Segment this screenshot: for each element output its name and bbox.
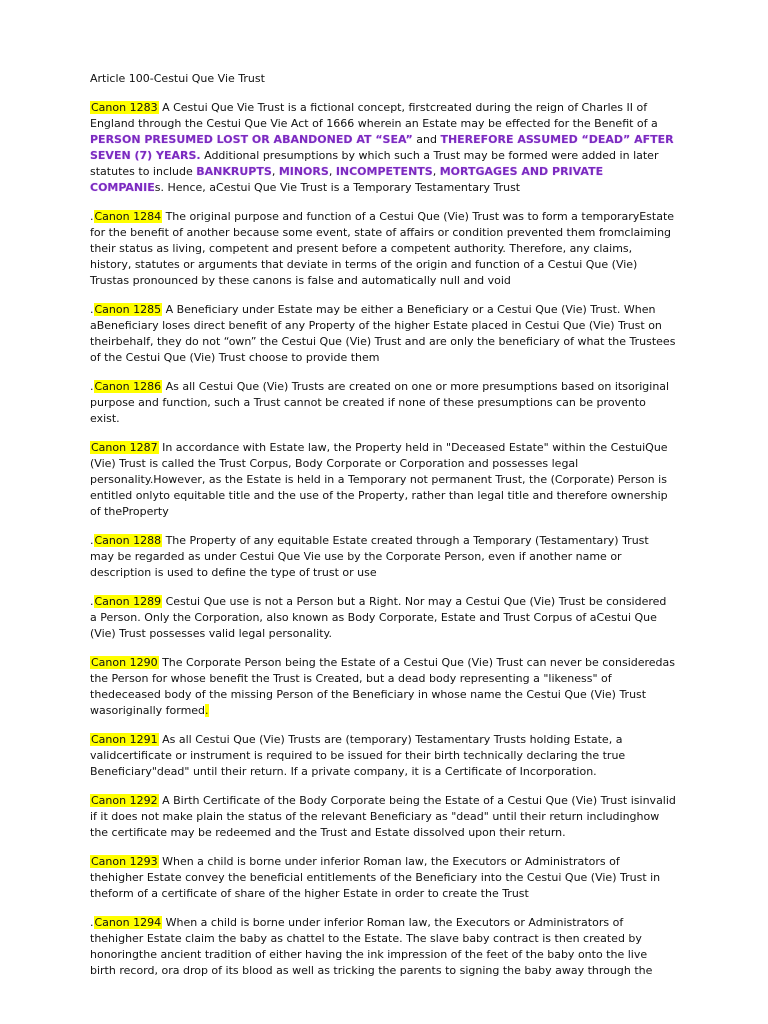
canon-label: Canon 1289: [94, 595, 162, 608]
canon-prefix: .: [90, 380, 94, 393]
canon-text: s. Hence, aCestui Que Vie Trust is a Temporary Testamentary Trust: [154, 181, 521, 194]
canon-text: A Beneficiary under Estate may be either a Beneficiary or a Cestui Que (Vie) Trust. When aBeneficiary loses direct benefit of any Property of the higher Estate placed in Cestui Que (Vie) Trust on theirbehalf, they do not “own” the Cestui Que (Vie) Trust and are only the beneficiary of what the Trustees of the Cestui Que (Vie) Trust choose to provide them: [90, 303, 676, 364]
canon-1287-paragraph: [90, 440, 676, 520]
canon-text: ,: [432, 165, 440, 178]
document-content: [90, 71, 676, 992]
canon-1294-paragraph: [90, 915, 676, 979]
canon-1289-paragraph: [90, 594, 676, 642]
canon-1292-paragraph: [90, 793, 676, 841]
canon-prefix: .: [90, 595, 94, 608]
canon-label: Canon 1292: [91, 794, 158, 807]
canon-prefix: .: [90, 210, 94, 223]
emphasis-text: PERSON PRESUMED LOST OR ABANDONED AT “SEA”: [90, 133, 413, 146]
emphasis-text: INCOMPETENTS: [335, 165, 433, 178]
emphasis-text: MORTGAGES AND PRIVATE COMPANIE: [90, 165, 604, 194]
canon-label: Canon 1286: [94, 380, 162, 393]
canon-text: As all Cestui Que (Vie) Trusts are (temporary) Testamentary Trusts holding Estate, a validcertificate or instrument is required to be issued for their birth technically declaring the true Beneficiary"dead" until their return. If a private company, it is a Certificate of Incorporation.: [90, 733, 626, 778]
canon-1291-paragraph: [90, 732, 676, 780]
canon-prefix: .: [90, 534, 94, 547]
canon-text: A Birth Certificate of the Body Corporate being the Estate of a Cestui Que (Vie) Trust isinvalid if it does not make plain the status of the relevant Beneficiary as "dead" until their return includinghow the certificate may be redeemed and the Trust and Estate dissolved upon their return.: [90, 794, 676, 839]
canon-text: When a child is borne under inferior Roman law, the Executors or Administrators of thehigher Estate claim the baby as chattel to the Estate. The slave baby contract is then created by honoringthe ancient tradition of either having the ink impression of the feet of the baby onto the live birth record, ora drop of its blood as well as tricking the parents to signing the baby away through the: [90, 916, 653, 977]
canon-1290-paragraph: [90, 655, 676, 719]
canon-1286-paragraph: [90, 379, 676, 427]
canon-label: Canon 1291: [91, 733, 158, 746]
canon-label: Canon 1283: [91, 101, 158, 114]
canon-text: When a child is borne under inferior Roman law, the Executors or Administrators of thehigher Estate convey the beneficial entitlements of the Beneficiary into the Cestui Que (Vie) Trust in theform of a certificate of share of the higher Estate in order to create the Trust: [90, 855, 661, 900]
canon-label: Canon 1294: [94, 916, 162, 929]
canon-1285-paragraph: [90, 302, 676, 366]
canon-prefix: .: [90, 916, 94, 929]
canon-label: Canon 1293: [91, 855, 158, 868]
canon-text: The original purpose and function of a Cestui Que (Vie) Trust was to form a temporaryEstate for the benefit of another because some event, state of affairs or condition prevented them fromclaiming their status as living, competent and present before a competent authority. Therefore, any claims, history, statutes or arguments that deviate in terms of the origin and function of a Cestui Que (Vie) Trustas pronounced by these canons is false and automatically null and void: [90, 210, 675, 287]
emphasis-text: THEREFORE ASSUMED “DEAD” AFTER SEVEN (7) YEARS.: [90, 133, 674, 162]
canon-label: Canon 1285: [94, 303, 162, 316]
canon-1284-paragraph: [90, 209, 676, 289]
emphasis-text: BANKRUPTS: [196, 165, 272, 178]
canon-label: Canon 1287: [91, 441, 158, 454]
canon-text: and: [412, 133, 441, 146]
canon-prefix: .: [90, 303, 94, 316]
canon-text: Cestui Que use is not a Person but a Right. Nor may a Cestui Que (Vie) Trust be considered a Person. Only the Corporation, also known as Body Corporate, Estate and Trust Corpus of aCestui Que (Vie) Trust possesses valid legal personality.: [90, 595, 667, 640]
canon-text: As all Cestui Que (Vie) Trusts are created on one or more presumptions based on itsoriginal purpose and function, such a Trust cannot be created if none of these presumptions can be provento exist.: [90, 380, 670, 425]
canon-text: In accordance with Estate law, the Property held in "Deceased Estate" within the CestuiQue (Vie) Trust is called the Trust Corpus, Body Corporate or Corporation and possesses legal personality.However, as the Estate is held in a Temporary not permanent Trust, the (Corporate) Person is entitled onlyto equitable title and the use of the Property, rather than legal title and therefore ownership of theProperty: [90, 441, 668, 518]
canon-text: A Cestui Que Vie Trust is a fictional concept, firstcreated during the reign of Charles II of England through the Cestui Que Vie Act of 1666 wherein an Estate may be effected for the Benefit of a: [90, 101, 658, 130]
canon-1293-paragraph: [90, 854, 676, 902]
emphasis-text: MINORS: [278, 165, 329, 178]
canon-label: Canon 1284: [94, 210, 162, 223]
page-title: Article 100-Cestui Que Vie Trust: [90, 72, 265, 85]
canon-label: Canon 1288: [94, 534, 162, 547]
canon-text: ,: [271, 165, 279, 178]
canon-text: The Corporate Person being the Estate of a Cestui Que (Vie) Trust can never be consideredas the Person for whose benefit the Trust is Created, but a dead body representing a "likeness" of thedeceased body of the missing Person of the Beneficiary in whose name the Cestui Que (Vie) Trust wasoriginally formed: [90, 656, 676, 717]
canon-label: Canon 1290: [91, 656, 158, 669]
canon-1283-paragraph: [90, 100, 676, 196]
highlighted-period: .: [205, 704, 209, 717]
canon-text: ,: [328, 165, 336, 178]
canon-text: The Property of any equitable Estate created through a Temporary (Testamentary) Trust may be regarded as under Cestui Que Vie use by the Corporate Person, even if another name or description is used to define the type of trust or use: [90, 534, 649, 579]
canon-1288-paragraph: [90, 533, 676, 581]
canon-text: Additional presumptions by which such a Trust may be formed were added in later statutes to include: [90, 149, 659, 178]
